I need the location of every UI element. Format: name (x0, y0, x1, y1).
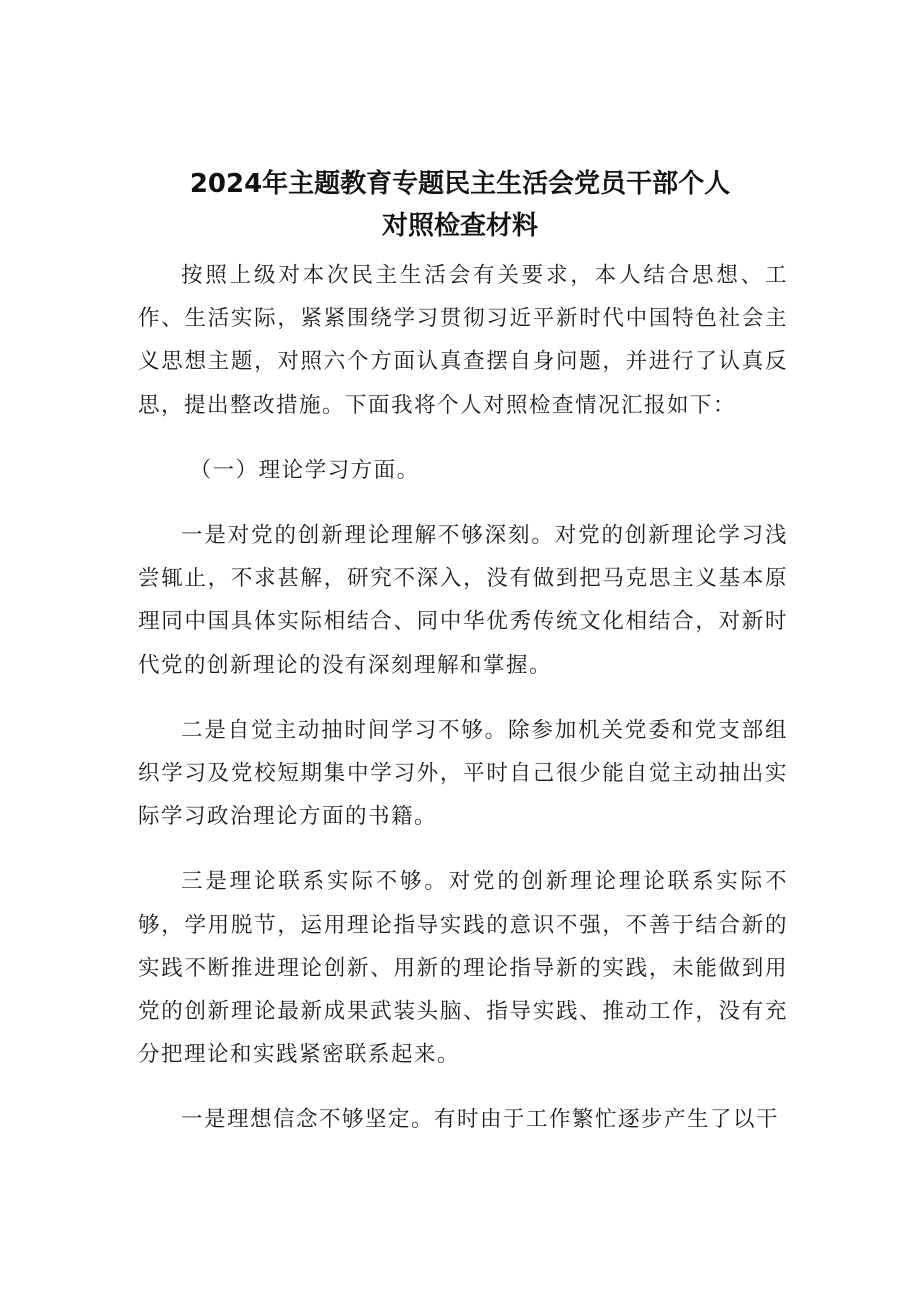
section-heading-theory-study: （一）理论学习方面。 (189, 457, 420, 483)
paragraph-item-3: 三是理论联系实际不够。对党的创新理论理论联系实际不够，学用脱节，运用理论指导实践的意识不强，不善于结合新的实践不断推进理论创新、用新的理论指导新的实践，未能做到用党的创新理论最新成果武装头脑、指导实践、推动工作，没有充分把理论和实践紧密联系起来。 (138, 869, 788, 1068)
paragraph-item-2: 二是自觉主动抽时间学习不够。除参加机关党委和党支部组织学习及党校短期集中学习外，平时自己很少能自觉主动抽出实际学习政治理论方面的书籍。 (138, 717, 788, 830)
intro-paragraph: 按照上级对本次民主生活会有关要求，本人结合思想、工作、生活实际，紧紧围绕学习贯彻习近平新时代中国特色社会主义思想主题，对照六个方面认真查摆自身问题，并进行了认真反思，提出整改措施。下面我将个人对照检查情况汇报如下： (138, 263, 788, 418)
document-title-line-1: 2024年主题教育专题民主生活会党员干部个人 (189, 169, 731, 199)
paragraph-item-4: 一是理想信念不够坚定。有时由于工作繁忙逐步产生了以干 (181, 1107, 780, 1133)
document-title-line-2: 对照检查材料 (381, 211, 538, 241)
paragraph-item-1: 一是对党的创新理论理解不够深刻。对党的创新理论学习浅尝辄止，不求甚解，研究不深入，没有做到把马克思主义基本原理同中国具体实际相结合、同中华优秀传统文化相结合，对新时代党的创新理论的没有深刻理解和掌握。 (138, 523, 788, 678)
document-body (138, 254, 788, 1142)
